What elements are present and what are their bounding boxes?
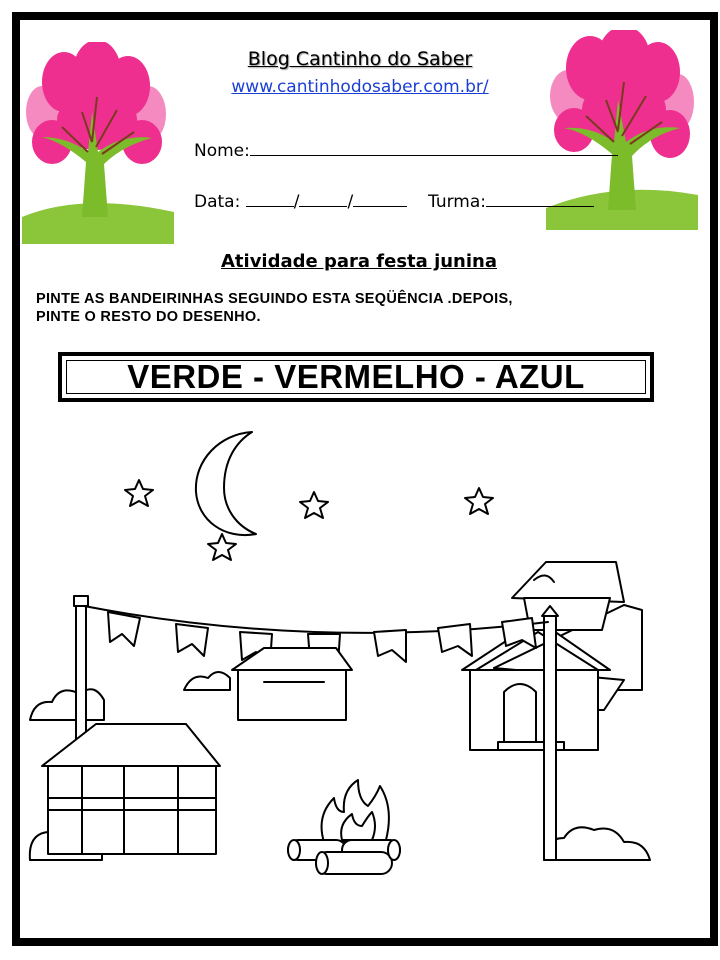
- date-month-line[interactable]: [299, 192, 347, 207]
- name-line[interactable]: [250, 141, 618, 156]
- bunting-flag-icon: [438, 624, 472, 656]
- instructions-line-2: PINTE O RESTO DO DESENHO.: [36, 309, 261, 325]
- date-field[interactable]: [194, 192, 594, 212]
- instructions-line-1: PINTE AS BANDEIRINHAS SEGUINDO ESTA SEQÜÊNCIA .DEPOIS,: [36, 291, 513, 307]
- color-sequence-box: [58, 352, 654, 402]
- bush-icon: [184, 672, 230, 690]
- date-year-line[interactable]: [353, 192, 407, 207]
- bunting-flag-icon: [176, 624, 208, 656]
- bunting-rope: [84, 606, 548, 633]
- date-separator-1: /: [293, 192, 300, 212]
- name-field[interactable]: [194, 141, 618, 161]
- instructions: [36, 290, 686, 326]
- date-separator-2: /: [347, 192, 354, 212]
- moon-icon: [196, 432, 256, 535]
- blog-title: Blog Cantinho do Saber: [247, 48, 473, 70]
- festa-junina-illustration: [24, 420, 700, 890]
- class-label: Turma:: [428, 192, 486, 212]
- activity-title: Atividade para festa junina: [220, 251, 498, 272]
- bunting-flag-icon: [108, 612, 140, 646]
- star-icon: [208, 534, 236, 560]
- blog-url-link[interactable]: www.cantinhodosaber.com.br/: [231, 77, 489, 97]
- left-tree-icon: [22, 42, 174, 244]
- date-day-line[interactable]: [246, 192, 294, 207]
- class-line[interactable]: [486, 192, 594, 207]
- stall-icon: [42, 724, 220, 854]
- bush-icon: [30, 689, 104, 720]
- bunting-flag-icon: [374, 630, 406, 662]
- star-icon: [300, 492, 328, 518]
- stall-icon: [232, 648, 352, 720]
- date-label: Data:: [194, 192, 241, 212]
- name-label: Nome:: [194, 141, 250, 161]
- bush-icon: [544, 827, 650, 860]
- star-icon: [125, 480, 153, 506]
- color-sequence-text: VERDE - VERMELHO - AZUL: [127, 358, 585, 395]
- pole-right: [544, 616, 556, 860]
- star-icon: [465, 488, 493, 514]
- campfire-icon: [288, 780, 400, 874]
